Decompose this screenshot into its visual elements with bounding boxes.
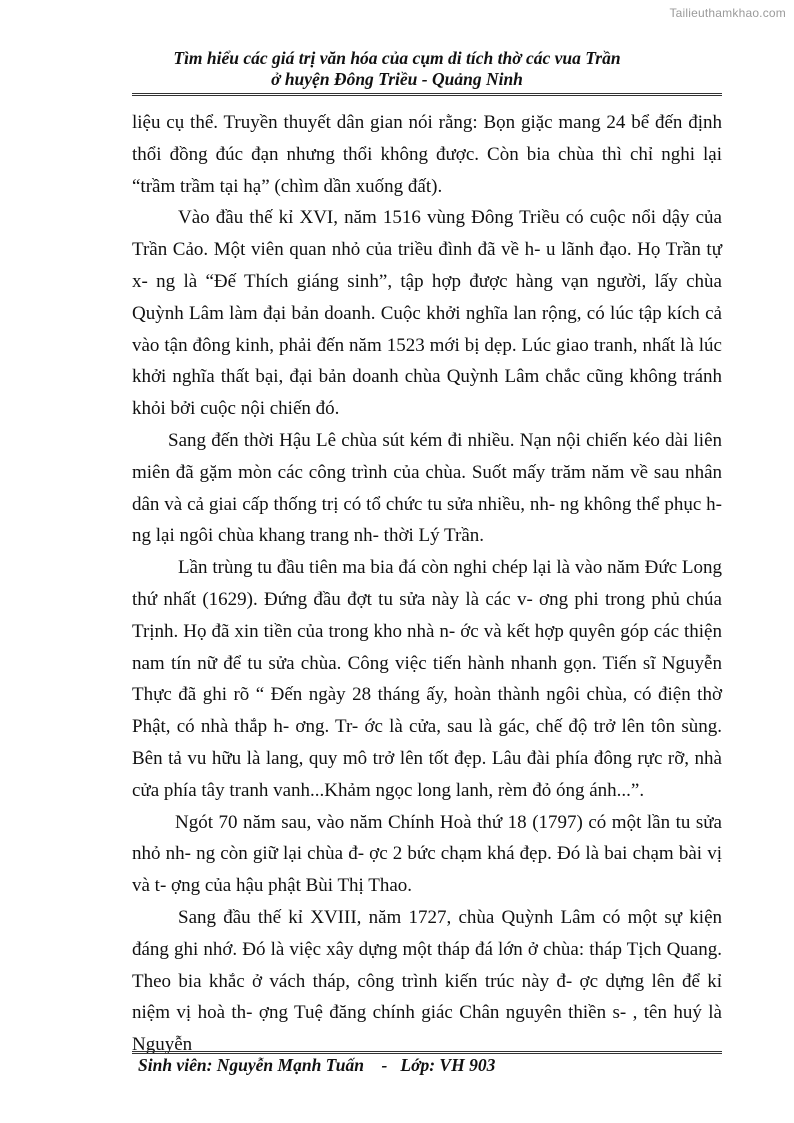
page-footer xyxy=(138,1055,495,1076)
footer-student: Sinh viên: Nguyễn Mạnh Tuấn xyxy=(138,1055,364,1075)
document-body xyxy=(132,107,722,1061)
paragraph-3: Sang đến thời Hậu Lê chùa sút kém đi nhiều. Nạn nội chiến kéo dài liên miên đã gặm mòn các công trình của chùa. Suốt mấy trăm năm về sau nhân dân và cả giai cấp thống trị có tổ chức tu sửa nhiều, nh- ng không thể phục h- ng lại ngôi chùa khang trang nh- thời Lý Trần. xyxy=(132,429,722,547)
paragraph-2: Vào đầu thế kỉ XVI, năm 1516 vùng Đông Triều có cuộc nổi dậy của Trần Cảo. Một viên quan nhỏ của triều đình đã về h- u lãnh đạo. Họ Trần tự x- ng là “Đế Thích giáng sinh”, tập hợp được hàng vạn người, lấy chùa Quỳnh Lâm làm đại bản doanh. Cuộc khởi nghĩa lan rộng, có lúc tập kích cả vào tận đông kinh, phải đến năm 1523 mới bị dẹp. Lúc giao tranh, nhất là lúc khởi nghĩa thất bại, đại bản doanh chùa Quỳnh Lâm chắc cũng không tránh khỏi bởi cuộc nội chiến đó. xyxy=(132,207,722,420)
paragraph-6: Sang đầu thế kỉ XVIII, năm 1727, chùa Quỳnh Lâm có một sự kiện đáng ghi nhớ. Đó là việc xây dựng một tháp đá lớn ở chùa: tháp Tịch Quang. Theo bia khắc ở vách tháp, công trình kiến trúc này đ- ợc dựng lên để kỉ niệm vị hoà th- ợng Tuệ đăng chính giác Chân nguyên thiền s- , tên huý là Nguyễn xyxy=(132,906,722,1056)
paragraph-1: liệu cụ thể. Truyền thuyết dân gian nói rằng: Bọn giặc mang 24 bể đến định thổi đồng đúc đạn nhưng thổi không được. Còn bia chùa thì chỉ nghi lại “trầm trầm tại hạ” (chìm dần xuống đất). xyxy=(132,112,722,197)
watermark-text: Tailieuthamkhao.com xyxy=(669,6,786,20)
paragraph-5: Ngót 70 năm sau, vào năm Chính Hoà thứ 18 (1797) có một lần tu sửa nhỏ nh- ng còn giữ lại chùa đ- ợc 2 bức chạm khá đẹp. Đó là bai chạm bài vị và t- ợng của hậu phật Bùi Thị Thao. xyxy=(132,811,722,897)
paragraph-4: Lần trùng tu đầu tiên ma bia đá còn nghi chép lại là vào năm Đức Long thứ nhất (1629). Đứng đầu đợt tu sửa này là các v- ơng phi trong phủ chúa Trịnh. Họ đã xin tiền của trong kho nhà n- ớc và kết hợp quyên góp các thiện nam tín nữ để tu sửa chùa. Công việc tiến hành nhanh gọn. Tiến sĩ Nguyễn Thực đã ghi rõ “ Đến ngày 28 tháng ấy, hoàn thành ngôi chùa, có điện thờ Phật, có nhà thắp h- ơng. Tr- ớc là cửa, sau là gác, chế độ trở lên tôn sùng. Bên tả vu hữu là lang, quy mô trở lên tốt đẹp. Lâu đài phía đông rực rỡ, nhà cửa phía tây tranh vanh...Khảm ngọc long lanh, rèm đỏ óng ánh...”. xyxy=(132,557,722,801)
header-title-line-2: ở huyện Đông Triều - Quảng Ninh xyxy=(271,69,523,89)
header-title-line-1: Tìm hiểu các giá trị văn hóa của cụm di tích thờ các vua Trần xyxy=(173,48,621,68)
page-header xyxy=(0,48,794,90)
header-divider xyxy=(132,93,722,96)
footer-class: Lớp: VH 903 xyxy=(400,1055,496,1075)
footer-separator: - xyxy=(381,1055,388,1075)
footer-divider xyxy=(132,1051,722,1054)
